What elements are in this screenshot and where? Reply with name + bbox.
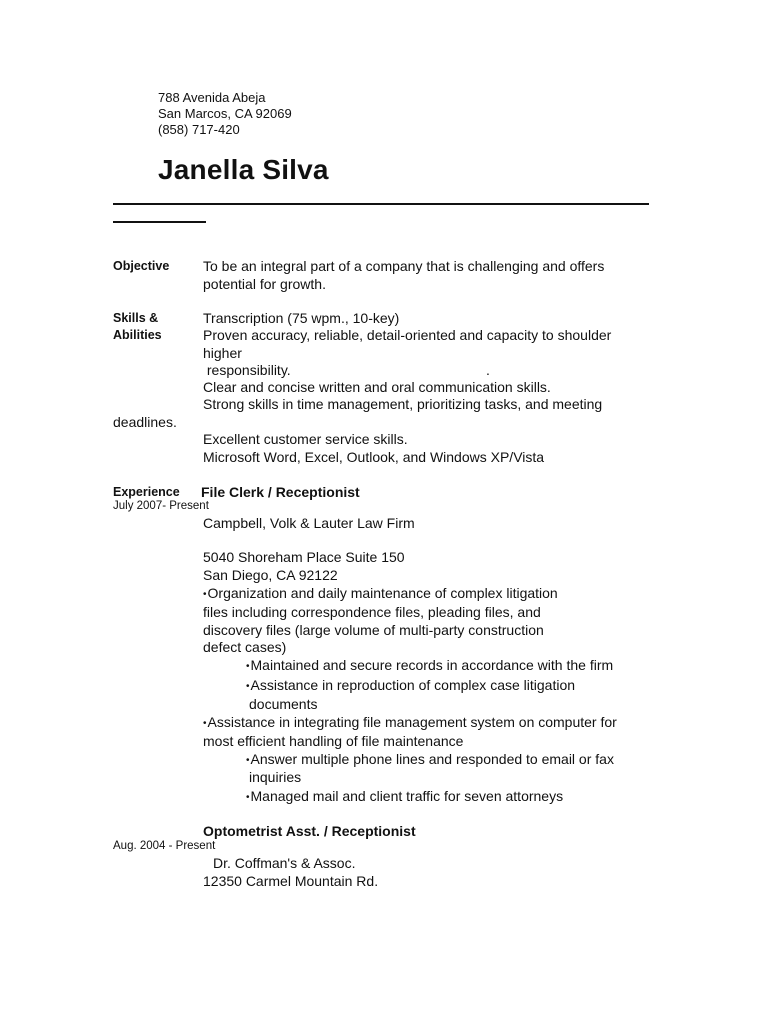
skill-communication: Clear and concise written and oral communication skills. [203,379,551,395]
job-1-bullet-1-cont-3: defect cases) [203,639,287,655]
job-2-dates: Aug. 2004 - Present [113,840,216,852]
skill-time-management: Strong skills in time management, prioritizing tasks, and meeting [203,396,603,412]
bullet-text: Answer multiple phone lines and responded to email or fax [250,751,614,767]
job-1-bullet-4 [203,714,617,732]
experience-label: Experience [113,485,180,499]
bullet-text: Managed mail and client traffic for seven attorneys [250,788,564,804]
objective-label: Objective [113,259,170,273]
job-1-address-2: San Diego, CA 92122 [203,567,338,583]
job-1-bullet-1-cont-1: files including correspondence files, pleading files, and [203,604,541,620]
job-1-bullet-1-cont-2: discovery files (large volume of multi-party construction [203,622,544,638]
job-1-bullet-5 [246,751,614,769]
bullet-text: Assistance in integrating file management system on computer for [207,714,617,730]
skill-software: Microsoft Word, Excel, Outlook, and Windows XP/Vista [203,449,545,465]
job-2-title: Optometrist Asst. / Receptionist [203,823,416,839]
job-1-employer: Campbell, Volk & Lauter Law Firm [203,515,415,531]
job-1-bullet-5-cont: inquiries [249,769,302,785]
job-1-bullet-2 [246,657,613,675]
bullet-text: Maintained and secure records in accordance with the firm [250,657,614,673]
header-rule-line [113,203,649,205]
bullet-glyph: • [246,661,250,672]
bullet-glyph: • [203,589,207,600]
job-1-address-1: 5040 Shoreham Place Suite 150 [203,549,405,565]
job-1-bullet-4-cont: most efficient handling of file maintenance [203,733,464,749]
header-rule-line-wrap [113,221,206,223]
address-line-2: San Marcos, CA 92069 [158,106,292,121]
bullet-glyph: • [246,792,250,803]
stray-period-mark: . [486,362,490,378]
skills-label-line-2: Abilities [113,328,162,342]
bullet-text: Assistance in reproduction of complex case litigation [250,677,576,693]
skill-time-management-cont: deadlines. [113,414,177,430]
job-1-bullet-1 [203,585,558,603]
job-1-bullet-6 [246,788,563,806]
job-2-address-1: 12350 Carmel Mountain Rd. [203,873,379,889]
skill-accuracy-cont-1: higher [203,345,242,361]
skills-label-line-1: Skills & [113,311,159,325]
phone-number: (858) 717-420 [158,122,240,137]
job-1-bullet-3-cont: documents [249,696,318,712]
job-1-dates: July 2007- Present [113,500,209,512]
objective-line-2: potential for growth. [203,276,326,292]
job-2-employer: Dr. Coffman's & Assoc. [213,855,356,871]
objective-line-1: To be an integral part of a company that is challenging and offers [203,258,605,274]
skill-accuracy-cont-2: responsibility. [203,362,291,378]
bullet-glyph: • [203,718,207,729]
skill-transcription: Transcription (75 wpm., 10-key) [203,310,400,326]
skill-customer-service: Excellent customer service skills. [203,431,408,447]
bullet-glyph: • [246,755,250,766]
applicant-name: Janella Silva [158,154,329,185]
skill-accuracy: Proven accuracy, reliable, detail-oriented and capacity to shoulder [203,327,612,343]
address-line-1: 788 Avenida Abeja [158,90,266,105]
job-1-bullet-3 [246,677,575,695]
bullet-text: Organization and daily maintenance of complex litigation [207,585,558,601]
job-1-title: File Clerk / Receptionist [201,484,360,500]
bullet-glyph: • [246,681,250,692]
